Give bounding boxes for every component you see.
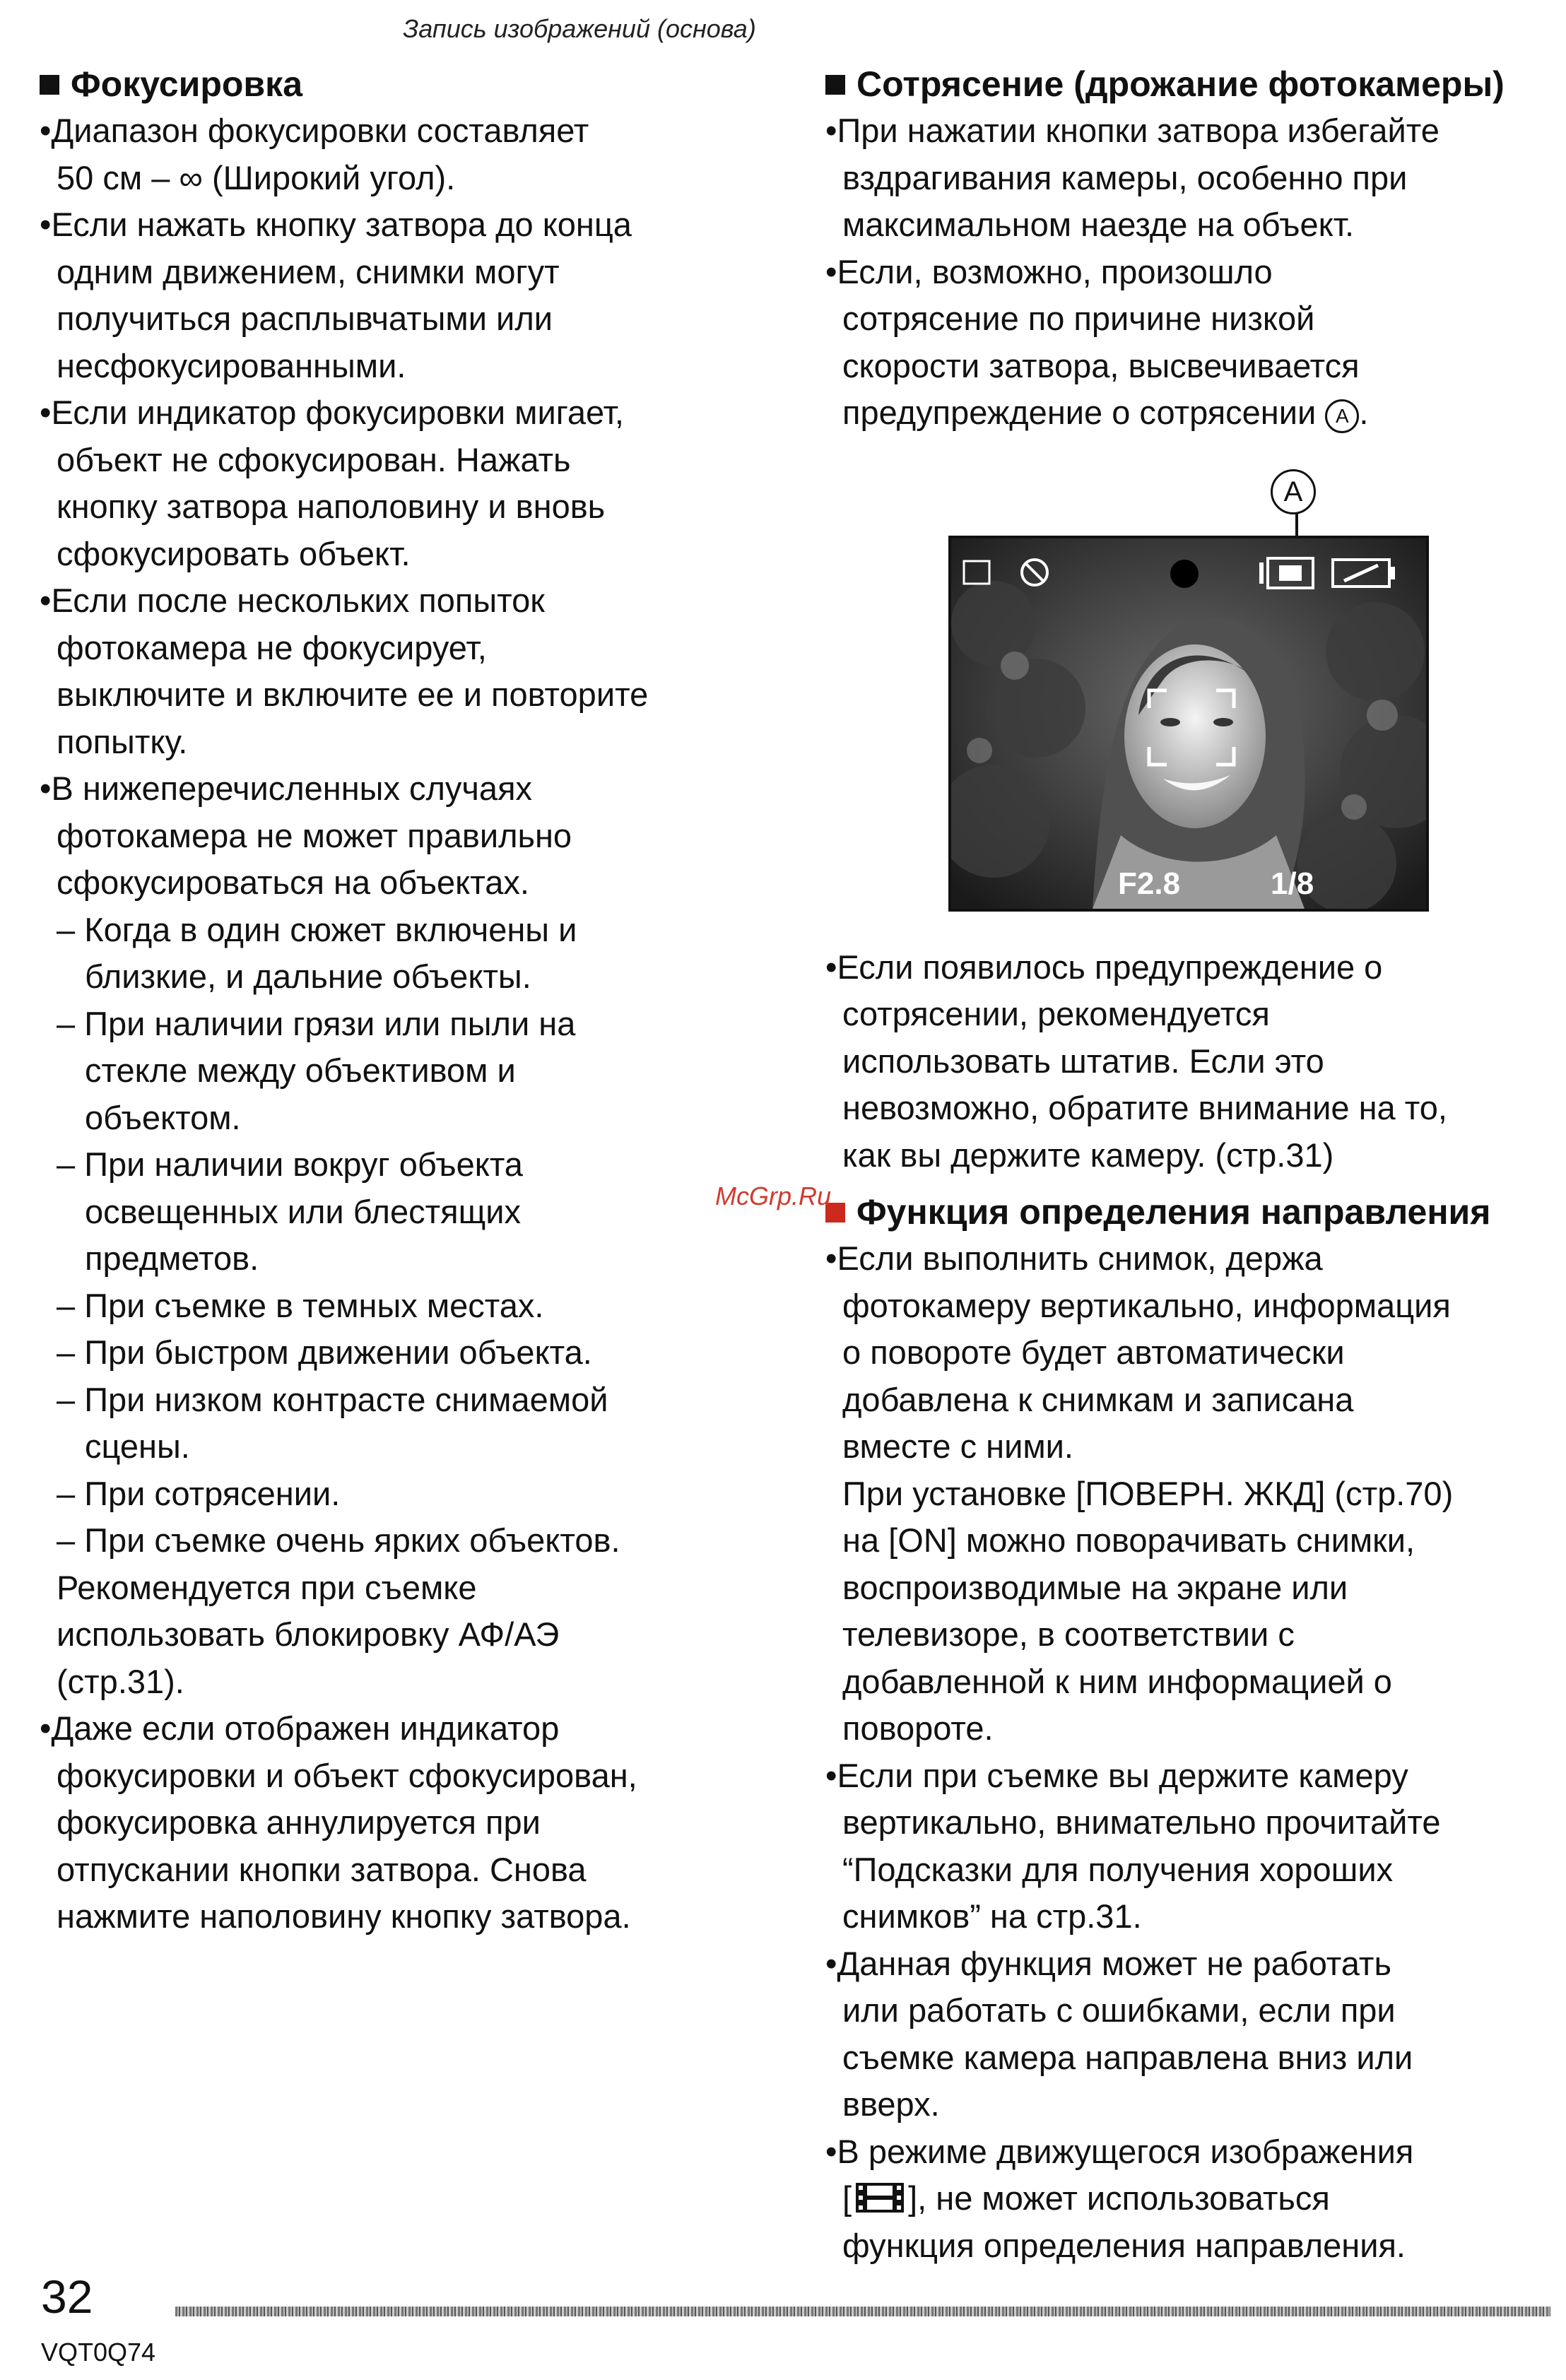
case-dirt: – При наличии грязи или пыли на стекле между объективом и объектом. [57, 1004, 576, 1136]
camera-screen-figure [825, 468, 1560, 906]
section-title-focus: Фокусировка [40, 61, 775, 107]
bullet-avoid-shake: •При нажатии кнопки затвора избегайте вздрагивания камеры, особенно при максимальном наезде на объект. [825, 112, 1440, 243]
bullet-cases: •В нижеперечисленных случаях фотокамера не может правильно сфокусироваться на объектах. [40, 770, 572, 901]
focus-indicator-icon [1170, 560, 1199, 588]
watermark: McGrp.Ru [715, 1182, 832, 1210]
callout-a: A [1271, 468, 1316, 515]
shutter-speed-value: 1/8 [1271, 866, 1314, 901]
section-square-icon [825, 75, 845, 95]
bullet-focus-blink: •Если индикатор фокусировки мигает, объект не сфокусирован. Нажать кнопку затвора наполовину и вновь сфокусировать объект. [40, 394, 624, 572]
case-shake: – При сотрясении. [57, 1474, 341, 1512]
case-shiny: – При наличии вокруг объекта освещенных или блестящих предметов. [57, 1145, 523, 1277]
model-code: VQT0Q74 [41, 2338, 156, 2367]
bullet-tripod: •Если появилось предупреждение о сотрясении, рекомендуется использовать штатив. Если это невозможно, обратите внимание на то, как вы держите камеру. (стр.31) [825, 948, 1447, 1174]
case-near-far: – Когда в один сюжет включены и близкие, и дальние объекты. [57, 910, 577, 995]
bullet-retry: •Если после нескольких попыток фотокамера не фокусирует, выключите и включите ее и повторите попытку. [40, 582, 649, 760]
bullet-release: •Даже если отображен индикатор фокусировки и объект сфокусирован, фокусировка аннулируется при отпускании кнопки затвора. Снова нажмите наполовину кнопку затвора. [40, 1709, 637, 1935]
page-number: 32 [41, 2270, 93, 2323]
case-bright: – При съемке очень ярких объектов. [57, 1521, 620, 1559]
portrait-photo [951, 538, 1426, 909]
section-title-orientation: Функция определения направления [825, 1189, 1560, 1235]
paragraph-rotate-lcd: При установке [ПОВЕРН. ЖКД] (стр.70) на [ON] можно поворачивать снимки, воспроизводимые на экране или телевизоре, в соответствии с добавленной к ним информацией о повороте. [842, 1474, 1454, 1747]
bullet-may-not-work: •Данная функция может не работать или работать с ошибками, если при съемке камера направлена вниз или вверх. [825, 1944, 1413, 2123]
aperture-value: F2.8 [1118, 866, 1181, 901]
bullet-vertical-info: •Если выполнить снимок, держа фотокамеру вертикально, информация о повороте будет автоматически добавлена к снимкам и записана вместе с ними. [825, 1239, 1451, 1465]
note-af-ae-lock: Рекомендуется при съемке использовать блокировку АФ/АЭ (стр.31). [57, 1568, 560, 1700]
footer-rule [175, 2307, 1550, 2316]
bullet-focus-range: •Диапазон фокусировки составляет 50 см – ∞ (Широкий угол). [40, 112, 589, 196]
bullet-motion-mode: •В режиме движущегося изображения [ ], не может использоваться функция определения направления. [825, 2132, 1414, 2264]
callout-a-inline: A [1325, 399, 1359, 433]
case-fast: – При быстром движении объекта. [57, 1333, 592, 1371]
case-low-contrast: – При низком контрасте снимаемой сцены. [57, 1380, 608, 1465]
motion-picture-icon [854, 2181, 905, 2214]
case-dark: – При съемке в темных местах. [57, 1286, 544, 1324]
lcd-screen-photo [948, 536, 1429, 912]
bullet-shake-warning: •Если, возможно, произошло сотрясение по причине низкой скорости затвора, высвечивается предупреждение о сотрясении A . [825, 249, 1560, 437]
bullet-read-tips: •Если при съемке вы держите камеру вертикально, внимательно прочитайте “Подсказки для получения хороших снимков” на стр.31. [825, 1756, 1441, 1935]
section-square-icon [40, 75, 59, 95]
right-column [825, 61, 1560, 2269]
left-column [40, 61, 775, 1940]
page-header: Запись изображений (основа) [403, 14, 756, 43]
bullet-full-press: •Если нажать кнопку затвора до конца одним движением, снимки могут получиться расплывчатыми или несфокусированными. [40, 206, 632, 384]
section-title-shake: Сотрясение (дрожание фотокамеры) [825, 61, 1560, 107]
